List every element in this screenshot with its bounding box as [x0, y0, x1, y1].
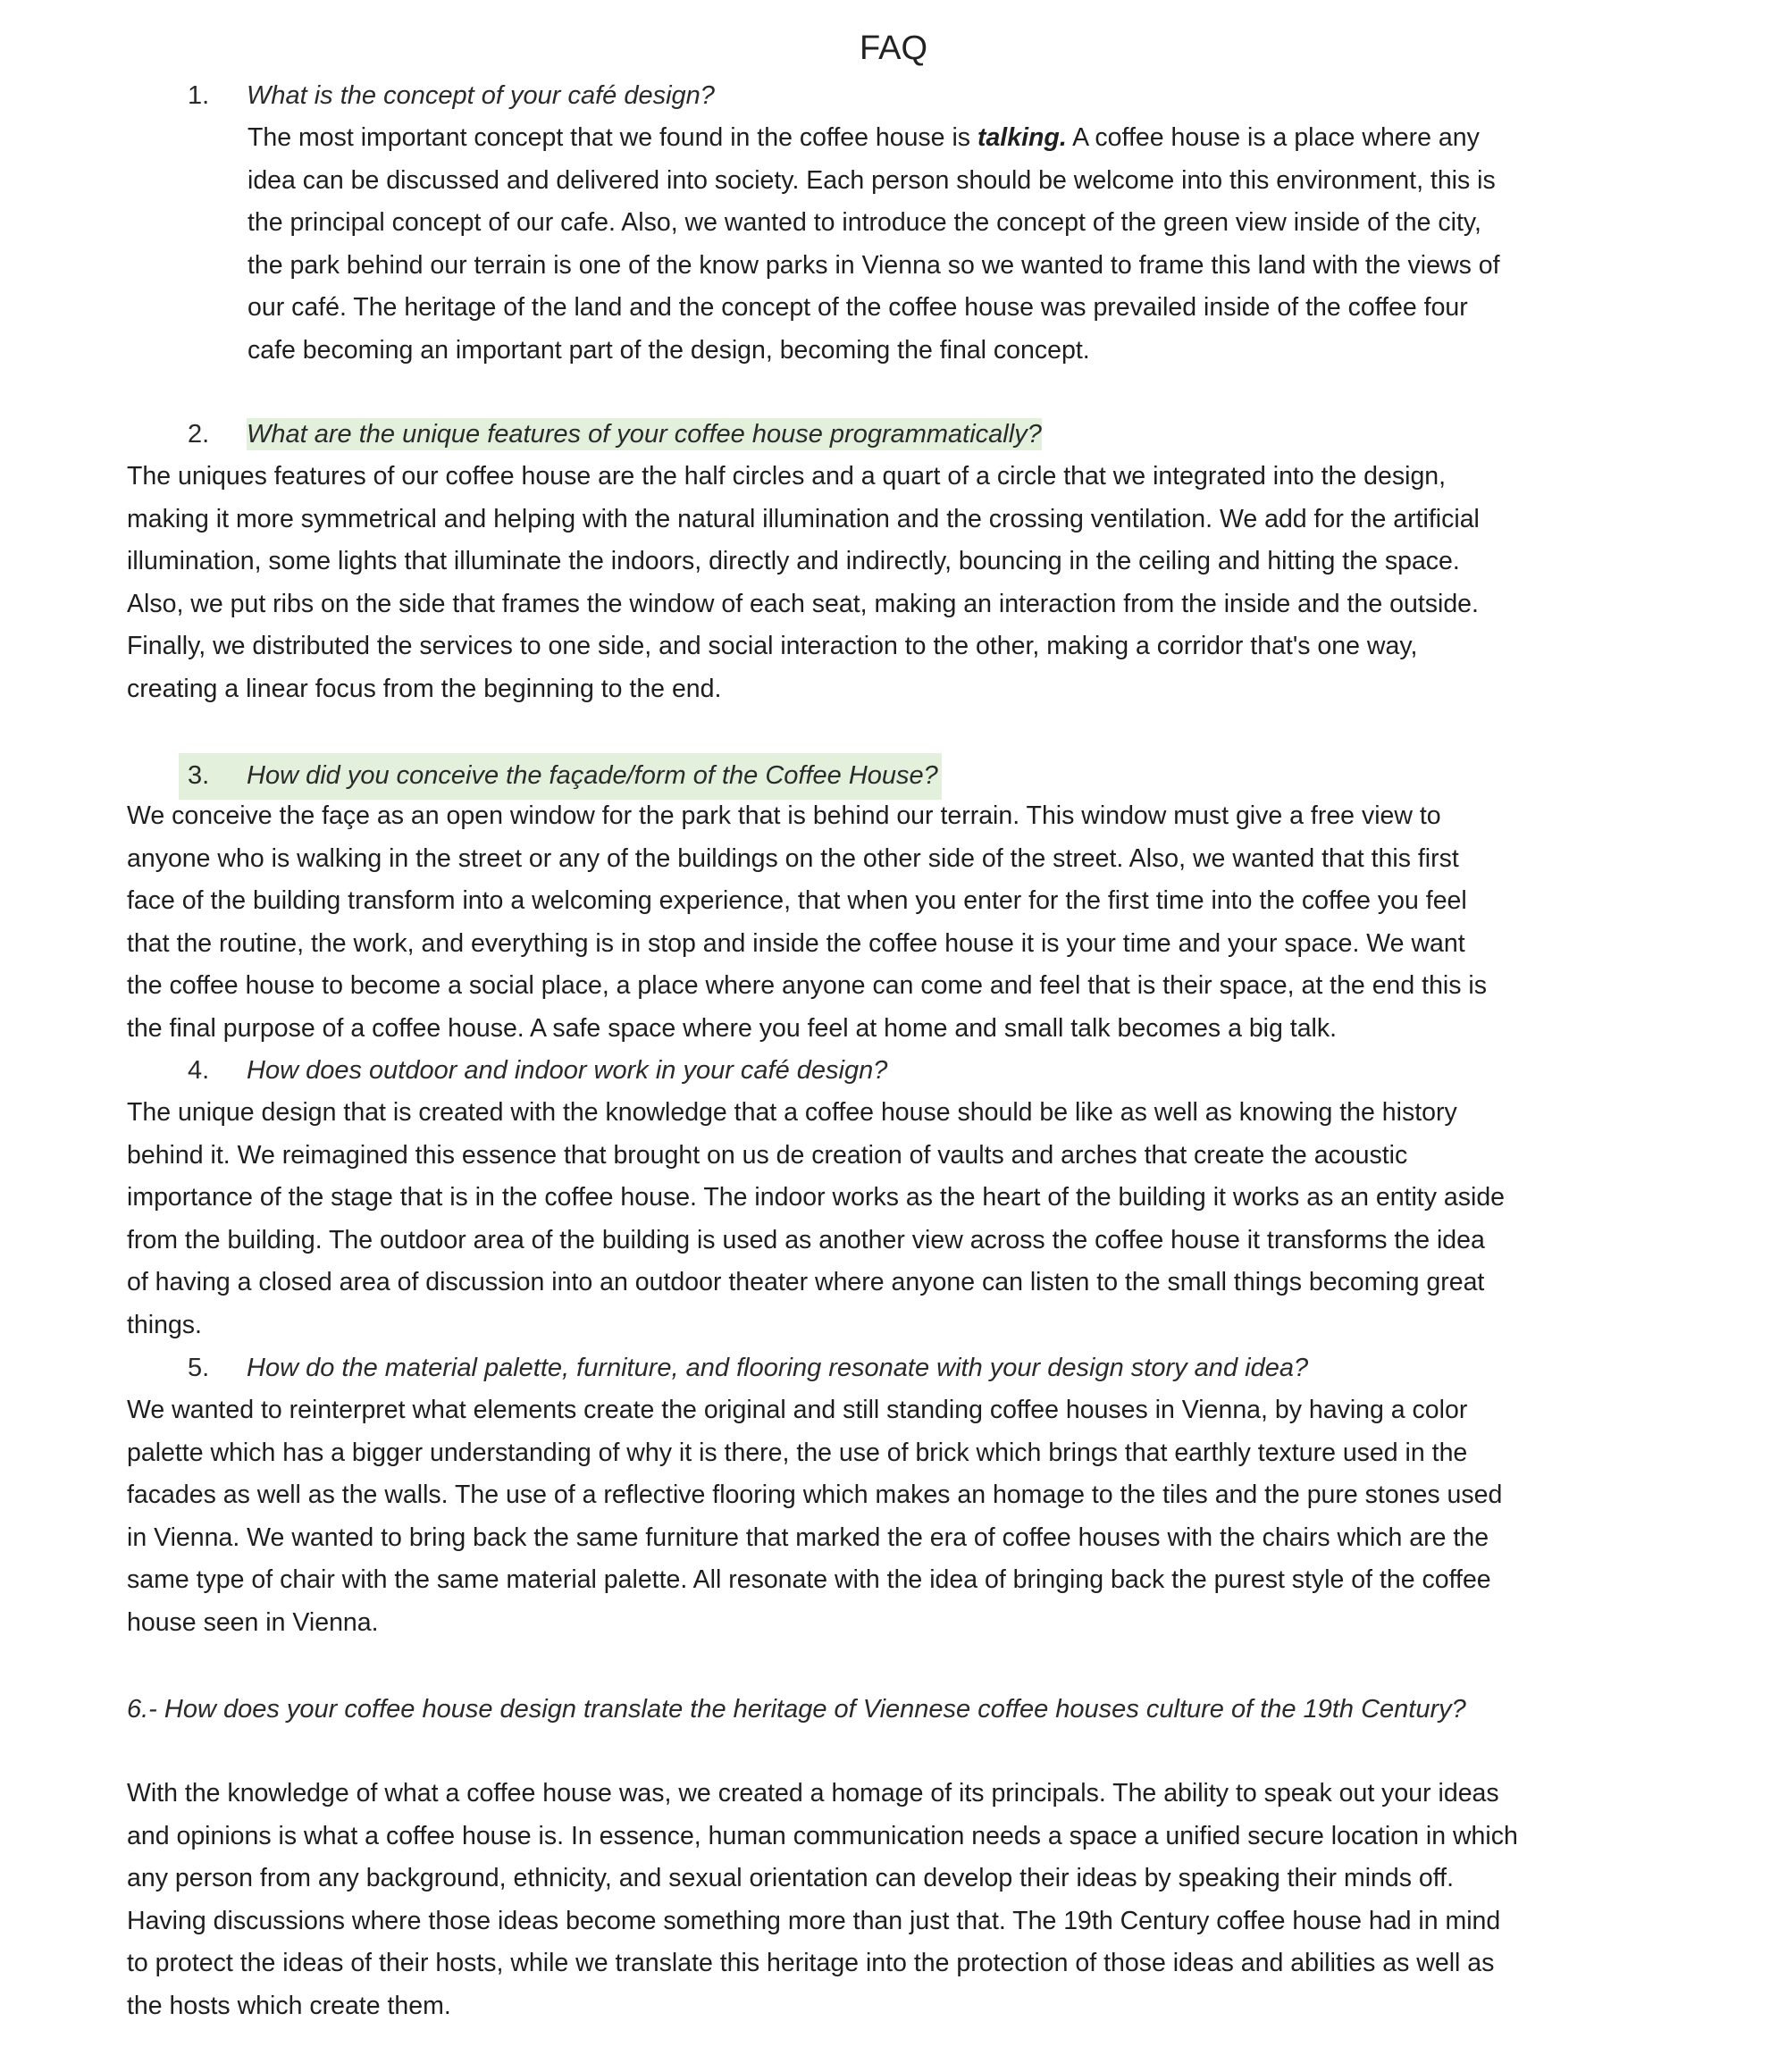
answer-line: from the building. The outdoor area of the building is used as another view across the coffee house it transforms the idea — [127, 1225, 1485, 1254]
answer-5 — [127, 1389, 1646, 1644]
answer-line: The unique design that is created with the knowledge that a coffee house should be like as well as knowing the history — [127, 1098, 1457, 1127]
answer-line: the principal concept of our cafe. Also, we wanted to introduce the concept of the green view inside of the city, — [247, 208, 1481, 237]
answer-line: facades as well as the walls. The use of a reflective flooring which makes an homage to the tiles and the pure stones used — [127, 1481, 1503, 1509]
answer-2 — [127, 456, 1646, 710]
question-6: 6.- How does your coffee house design translate the heritage of Viennese coffee houses culture of the 19th Century? — [127, 1695, 1466, 1724]
answer-line: Also, we put ribs on the side that frames the window of each seat, making an interaction from the inside and the outside. — [127, 589, 1479, 618]
emphasis-text: talking. — [977, 123, 1067, 152]
answer-line: illumination, some lights that illuminate the indoors, directly and indirectly, bouncing in the ceiling and hitting the space. — [127, 547, 1460, 575]
answer-line: face of the building transform into a welcoming experience, that when you enter for the first time into the coffee you feel — [127, 886, 1467, 915]
question-number: 4. — [188, 1056, 210, 1085]
question-3 — [179, 753, 942, 800]
answer-line: cafe becoming an important part of the design, becoming the final concept. — [247, 335, 1090, 365]
answer-line: same type of chair with the same material palette. All resonate with the idea of bringing back the purest style of the coffee — [127, 1565, 1491, 1594]
answer-line — [247, 117, 1641, 160]
question-text: What are the unique features of your coffee house programmatically? — [247, 420, 1042, 449]
question-text: How do the material palette, furniture, and flooring resonate with your design story and idea? — [247, 1354, 1309, 1382]
question-4 — [188, 1050, 887, 1093]
question-text: How did you conceive the façade/form of the Coffee House? — [247, 761, 938, 790]
answer-line: in Vienna. We wanted to bring back the same furniture that marked the era of coffee houses with the chairs which are the — [127, 1523, 1489, 1552]
answer-line: of having a closed area of discussion into an outdoor theater where anyone can listen to the small things becoming great — [127, 1268, 1485, 1296]
question-1 — [188, 75, 715, 118]
answer-text: A coffee house is a place where any — [1066, 123, 1480, 152]
answer-line: making it more symmetrical and helping with the natural illumination and the crossing ventilation. We add for the artificial — [127, 504, 1480, 533]
answer-3 — [127, 795, 1646, 1050]
question-text: How does outdoor and indoor work in your café design? — [247, 1056, 888, 1085]
answer-6 — [127, 1773, 1646, 2027]
answer-line: palette which has a bigger understanding of why it is there, the use of brick which brings that earthly texture used in the — [127, 1438, 1468, 1467]
answer-line: the coffee house to become a social place, a place where anyone can come and feel that is their space, at the end this is — [127, 971, 1488, 1000]
answer-line: idea can be discussed and delivered into society. Each person should be welcome into this environment, this is — [247, 165, 1496, 195]
answer-line: With the knowledge of what a coffee house was, we created a homage of its principals. The ability to speak out your ideas — [127, 1779, 1499, 1808]
question-5 — [188, 1347, 1308, 1390]
question-number: 3. — [188, 761, 210, 790]
answer-line: We conceive the façe as an open window for the park that is behind our terrain. This window must give a free view to — [127, 801, 1441, 830]
answer-line: Having discussions where those ideas become something more than just that. The 19th Century coffee house had in mind — [127, 1906, 1501, 1935]
answer-line: the hosts which create them. — [127, 1991, 451, 2020]
answer-line: to protect the ideas of their hosts, while we translate this heritage into the protection of those ideas and abilities as well as — [127, 1949, 1495, 1977]
answer-line: house seen in Vienna. — [127, 1607, 379, 1637]
answer-line: The uniques features of our coffee house are the half circles and a quart of a circle that we integrated into the design, — [127, 462, 1447, 491]
answer-line: importance of the stage that is in the coffee house. The indoor works as the heart of the building it works as an entity aside — [127, 1183, 1506, 1212]
answer-4 — [127, 1092, 1646, 1346]
question-number: 5. — [188, 1354, 210, 1382]
answer-line: and opinions is what a coffee house is. In essence, human communication needs a space a unified secure location in which — [127, 1821, 1518, 1850]
answer-line: any person from any background, ethnicity, and sexual orientation can develop their ideas by speaking their minds off. — [127, 1864, 1454, 1892]
answer-line: We wanted to reinterpret what elements create the original and still standing coffee houses in Vienna, by having a color — [127, 1396, 1468, 1424]
answer-line: our café. The heritage of the land and the concept of the coffee house was prevailed inside of the coffee four — [247, 293, 1468, 322]
answer-1 — [247, 117, 1641, 372]
answer-line: behind it. We reimagined this essence that brought on us de creation of vaults and arches that create the acoustic — [127, 1140, 1408, 1170]
answer-line: creating a linear focus from the beginning to the end. — [127, 674, 722, 703]
answer-line: things. — [127, 1310, 202, 1339]
question-2 — [188, 414, 1042, 457]
answer-line: anyone who is walking in the street or any of the buildings on the other side of the street. Also, we wanted that this first — [127, 843, 1459, 873]
question-number: 2. — [188, 420, 210, 449]
answer-line: Finally, we distributed the services to one side, and social interaction to the other, making a corridor that's one way, — [127, 632, 1418, 660]
question-number: 1. — [188, 81, 210, 110]
question-text: What is the concept of your café design? — [247, 81, 715, 110]
answer-line: the park behind our terrain is one of the know parks in Vienna so we wanted to frame this land with the views of — [247, 250, 1500, 280]
answer-line: that the routine, the work, and everything is in stop and inside the coffee house it is your time and your space. We want — [127, 928, 1465, 958]
answer-text: The most important concept that we found in the coffee house is — [247, 123, 977, 152]
page-title: FAQ — [859, 29, 928, 67]
answer-line: the final purpose of a coffee house. A safe space where you feel at home and small talk becomes a big talk. — [127, 1013, 1338, 1043]
